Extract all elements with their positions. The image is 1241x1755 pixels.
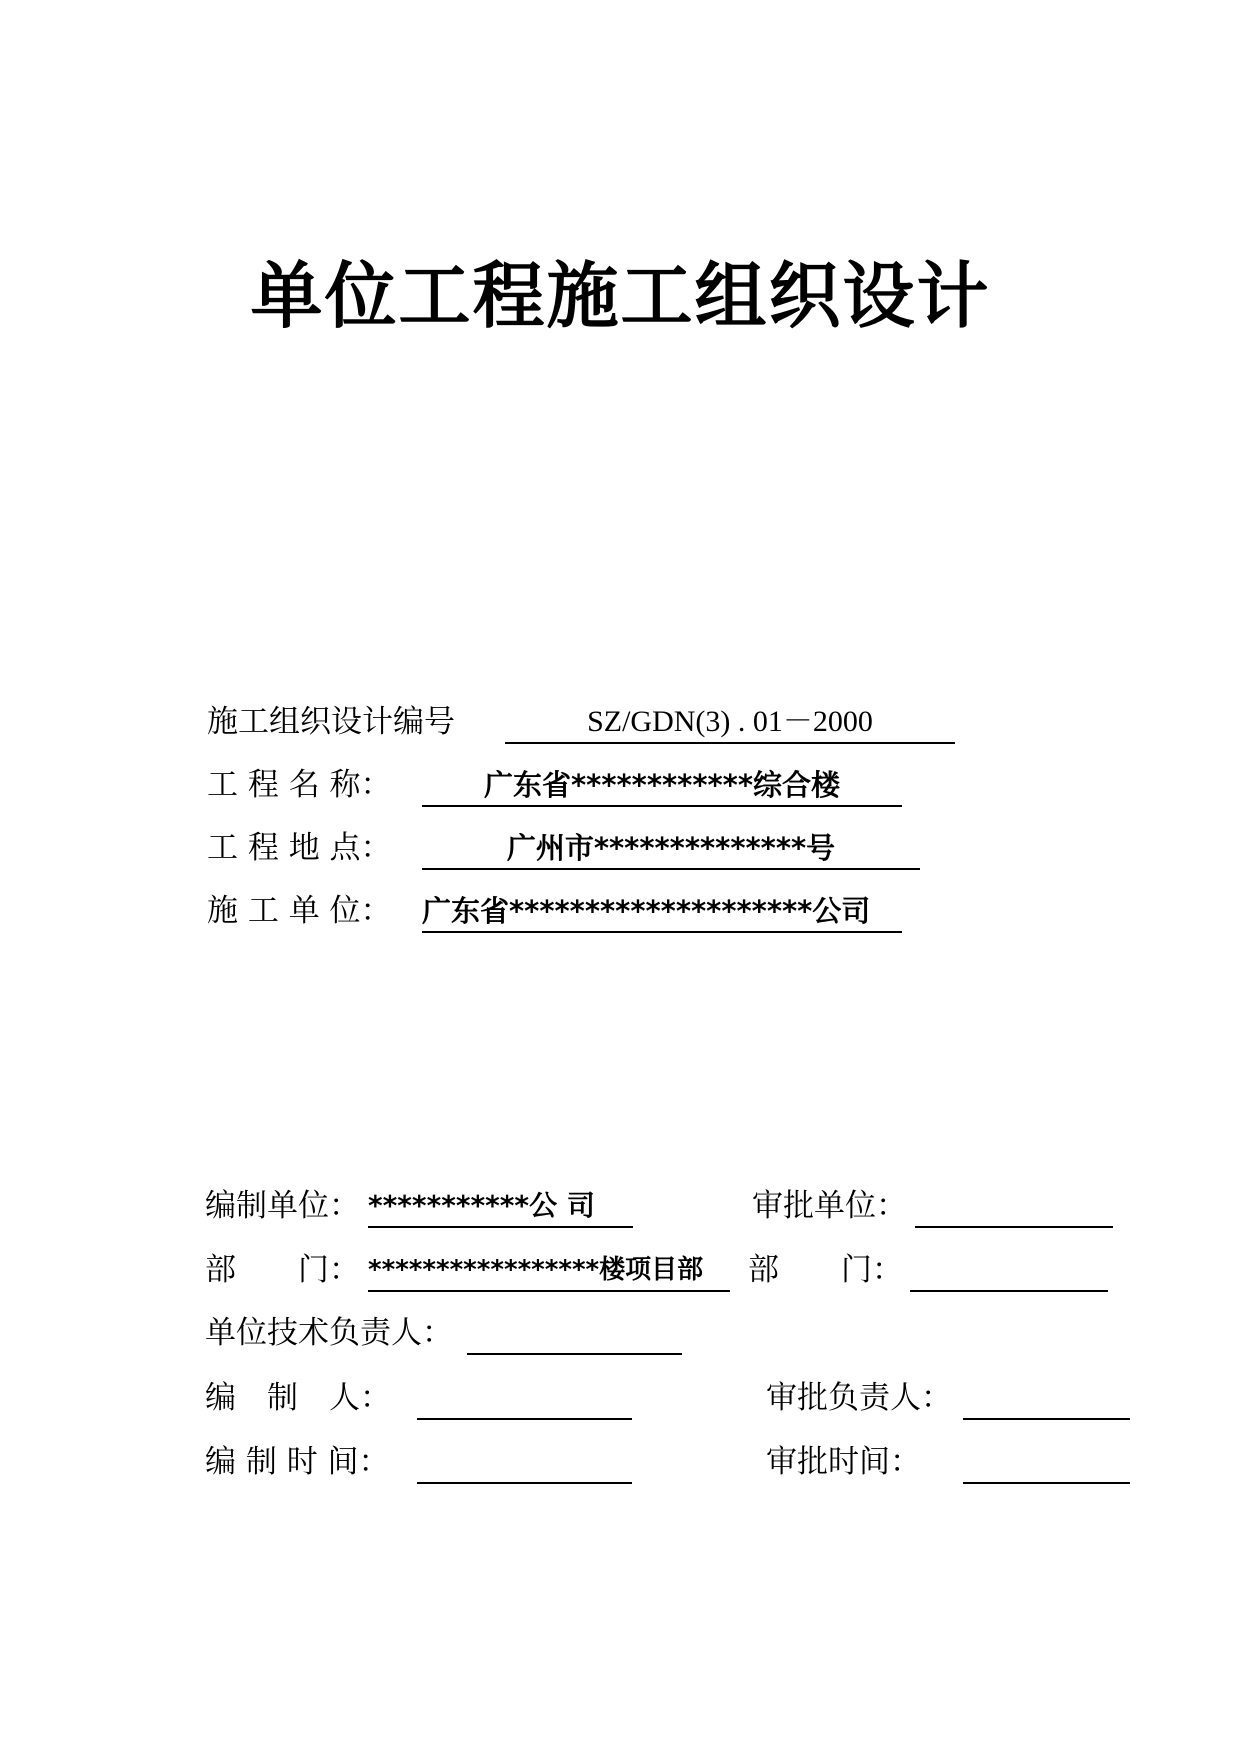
approver-field[interactable]: [963, 1378, 1130, 1420]
compiler-label: 编 制 人：: [205, 1380, 391, 1416]
compile-time-field[interactable]: [417, 1442, 632, 1484]
design-no-label: 施工组织设计编号: [207, 704, 455, 740]
approve-unit-field[interactable]: [915, 1186, 1113, 1228]
approver-label: 审批负责人：: [766, 1380, 952, 1416]
design-no-value[interactable]: SZ/GDN(3) . 01－2000: [505, 702, 955, 744]
approve-time-label: 审批时间：: [766, 1444, 921, 1480]
compiler-field[interactable]: [417, 1378, 632, 1420]
document-title: 单位工程施工组织设计: [250, 254, 991, 338]
approve-dept-field[interactable]: [910, 1250, 1108, 1292]
project-name-label: 工 程 名 称：: [207, 767, 392, 803]
project-location-value[interactable]: 广州市**************号: [422, 828, 920, 870]
compile-time-label: 编 制 时 间：: [205, 1444, 390, 1480]
tech-lead-label: 单位技术负责人：: [205, 1315, 453, 1351]
tech-lead-field[interactable]: [467, 1313, 682, 1355]
builder-label: 施 工 单 位：: [207, 893, 392, 929]
approve-unit-label: 审批单位：: [752, 1188, 907, 1224]
compile-unit-label: 编制单位：: [205, 1188, 360, 1224]
dept-label: 部 门：: [205, 1252, 360, 1288]
builder-value[interactable]: 广东省********************公司: [422, 891, 902, 933]
approve-dept-label: 部 门：: [748, 1252, 903, 1288]
project-location-label: 工 程 地 点：: [207, 830, 392, 866]
project-name-value[interactable]: 广东省************综合楼: [422, 765, 902, 807]
compile-unit-value[interactable]: ***********公 司: [368, 1186, 633, 1228]
dept-value[interactable]: *****************楼项目部: [368, 1250, 730, 1292]
approve-time-field[interactable]: [963, 1442, 1130, 1484]
